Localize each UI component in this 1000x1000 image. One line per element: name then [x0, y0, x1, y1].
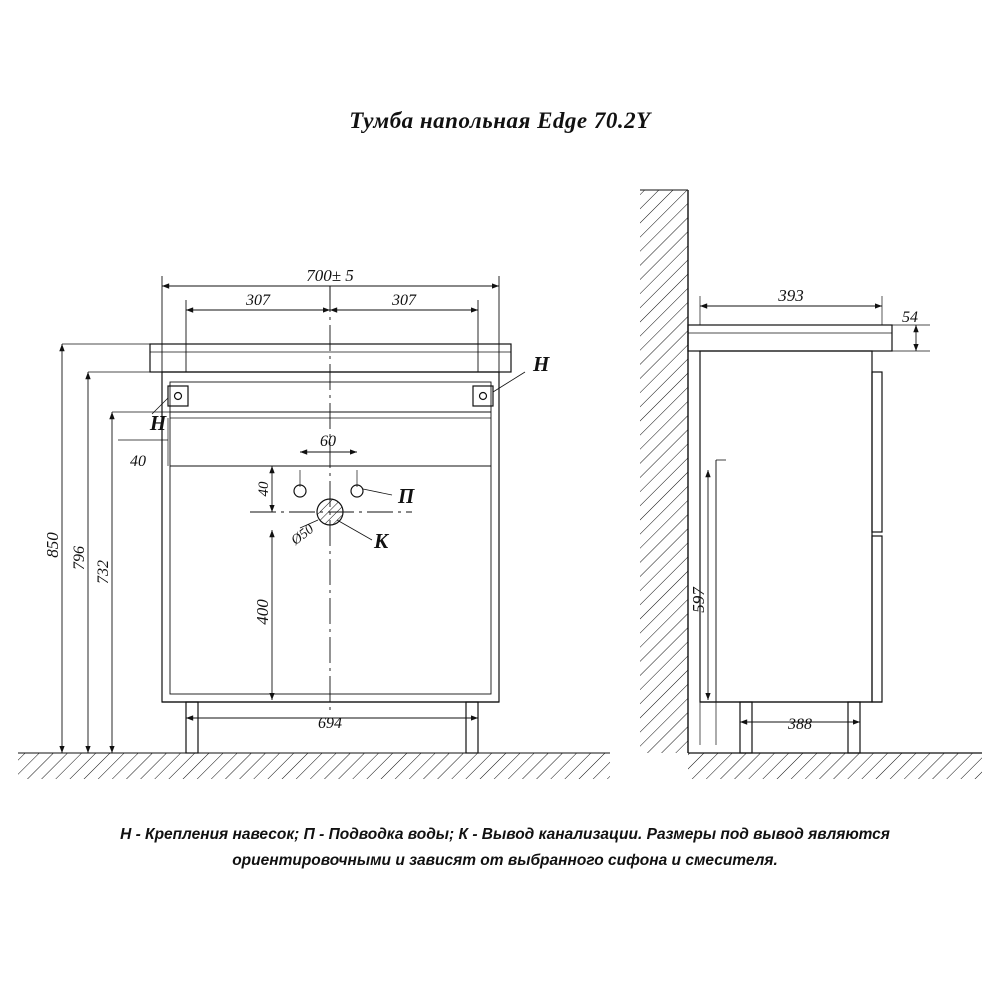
dim-height-850: 850 — [43, 532, 62, 558]
front-dimensions — [62, 276, 525, 753]
cabinet-front-body — [162, 372, 499, 702]
mount-bracket-left — [168, 386, 188, 406]
dim-depth: 393 — [778, 286, 804, 305]
dim-overall-width: 700± 5 — [306, 266, 354, 285]
side-dimensions — [700, 296, 930, 745]
leg-side-back — [848, 702, 860, 753]
callout-h-left: Н — [149, 411, 167, 435]
dim-drain-diameter: Ø50 — [288, 521, 317, 549]
legend-note-line1: Н - Крепления навесок; П - Подводка воды; К - Вывод канализации. Размеры под вывод являются — [120, 826, 890, 843]
countertop-side — [688, 325, 892, 351]
callout-k: К — [374, 529, 389, 553]
mount-bracket-right — [473, 386, 493, 406]
dim-half-right: 307 — [392, 292, 416, 309]
dim-height-732: 732 — [95, 560, 112, 584]
dimension-labels — [43, 266, 918, 733]
legend-note — [60, 822, 950, 874]
leg-side-front — [740, 702, 752, 753]
page-title: Тумба напольная Edge 70.2Y — [349, 108, 651, 133]
floor-hatching-left — [18, 753, 610, 779]
dim-base-width: 694 — [318, 715, 342, 732]
dim-offset-40-left: 40 — [130, 453, 146, 470]
dim-base-depth: 388 — [788, 716, 812, 733]
dim-top-thickness: 54 — [902, 309, 918, 326]
dim-offset-40-inner: 40 — [256, 481, 272, 497]
dim-height-796: 796 — [71, 546, 88, 570]
dim-height-597: 597 — [689, 587, 708, 613]
callout-p: П — [398, 484, 415, 508]
countertop-front — [150, 344, 511, 372]
legend-note-line2: ориентировочными и зависят от выбранного сифона и смесителя. — [232, 852, 778, 869]
cabinet-side-body — [700, 351, 872, 702]
dim-half-left: 307 — [246, 292, 270, 309]
callout-h-right: Н — [533, 352, 550, 376]
dim-offset-60: 60 — [320, 433, 336, 450]
dim-drop-400: 400 — [253, 599, 272, 625]
side-view-group — [640, 190, 982, 779]
